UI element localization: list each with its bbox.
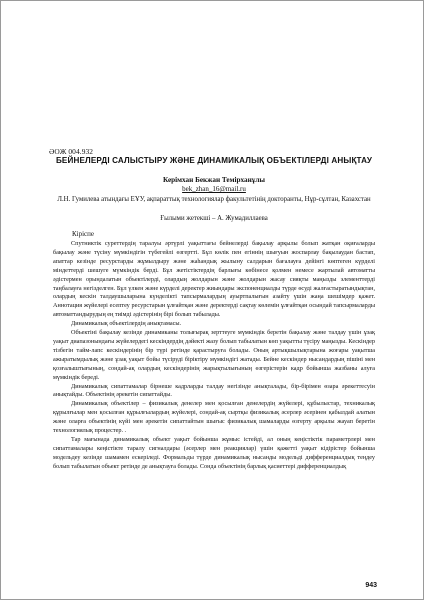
author-name: Керімхан Бекжан Темірханұлы [163,176,265,184]
paragraph: Динамикалық сипаттамалар бірнеше кадрларды талдау негізінде анықталады, бір-бірімен өзара әрекеттесуін анықтайды. Объектінің әрекетін сипаттайды. [53,382,375,399]
paragraph: Спутниктік суреттердің таралуы әртүрлі уақыттағы бейнелерді бақылау арқылы болып жатқан оқиғаларды бақылау және түсіну мүмкіндігін түбегейлі өзгертті. Бұл көлік пен егіннің шығуын жоспарлау бақылаудан бастап, апаттар кезінде ресурстарды жұмылдыру және жаһандық жылыну салдарын бағалауға дейінгі көптеген күрделі міндеттерді шешуге мүмкіндік берді. Бұл жетістіктердің барлығы көбінесе қолмен немесе жартылай автоматты әдістермен орындалатын объектілерді, олардың жолдарын және жолдарын жасау сияқты маңызды элементтерді таңбалауға негізделген. Бұл үлкен және күрделі деректер жиындары экспоненциалды түрде өсуді жалғастыратындықтан, олардың кескін талдаушыларына күнделікті тапсырмалардың ауыртпалығын азайту үшін жаңа шешімдер қажет. Аннотация жүйелері есептеу ресурстарын ұлғайтқан және деректерді сақтау көлемін ұлғайтқан осындай тапсырмаларды автоматтандырудың ең тиімді әдістерінің бірі болып табылады. [53,240,375,319]
article-body [53,240,375,472]
scientific-advisor: Ғылыми жетекші – А. Жумадиллаева [160,215,268,222]
paragraph: Объектіні бақылау кезінде динамиканы толығырақ зерттеуге мүмкіндік беретін бақылау және талдау үшін ұзақ уақыт диапазонындағы жүйелердегі кескіндердің дәйекті жазу болып табылатын көп уақытты түсіру маңызды. Кескіндер тізбегін тайм-лапс кескіндерінің бір түрі ретінде қарастыруға болады. Оның артықшылықтарына жоғары уақытша ажыратымдылық және ұзақ уақыт бойы түсірудi біріктіру мүмкіндігі жатады. Бейне кескіндер нысандардың пішіні мен қозғалыштығының, сондай-ақ олардың кескіндерінің жарықтылығының өзгерістерін кадр бойынша жазбаны алуға мүмкіндік береді. [53,329,375,381]
paragraph: Динамикалық объектілер – физикалық денелер мен қосылған денелердің жүйелері, құбылыстар, техникалық құрылғылар мен қосылған құрылғылардың жүйелері, сондай-ақ сыртқы физикалық әсерлер әсерінен қабылдай алатын және оларға объектінің күйі мен әрекетін сипаттайтын шығыс физикалық шамаларды өзгерту арқылы жауап беретін технологиялық процестер. . [53,400,375,435]
author-email: bek_zhan_16@mail.ru [182,185,246,193]
page-number: 943 [365,582,377,589]
section-heading: Кіріспе [72,230,95,238]
article-title: БЕЙНЕЛЕРДІ САЛЫСТЫРУ ЖӘНЕ ДИНАМИКАЛЫҚ ОБЪЕКТІЛЕРДІ АНЫҚТАУ [55,156,373,165]
author-affiliation: Л.Н. Гумилева атындағы ЕҰУ, ақпараттық технологиялар факультетінің докторанты, Нұр-сұлтан, Казахстан [57,196,371,203]
paragraph: Тар мағынада динамикалық объект уақыт бойынша жұмыс істейді, ал оның кеңістіктік параметрлері мен сипаттамалары кеңістікте таралу сигналдары (әсерлер мен реакциялар) үшін қажетті уақыт кідірістер бойынша модельдеу кезінде шамамен ескеріледі. Формальды түрде динамикалық нысанды модельді дифференциалдық теңдеу болып табылатын объект ретінде де анықтауға болады. Сонда объектінің барлық қасиеттері дифференциалдық [53,435,375,470]
udc-code: ӘОЖ 004.932 [49,147,94,156]
paragraph: Динамикалық объектілердің анықтамасы. [71,320,182,328]
